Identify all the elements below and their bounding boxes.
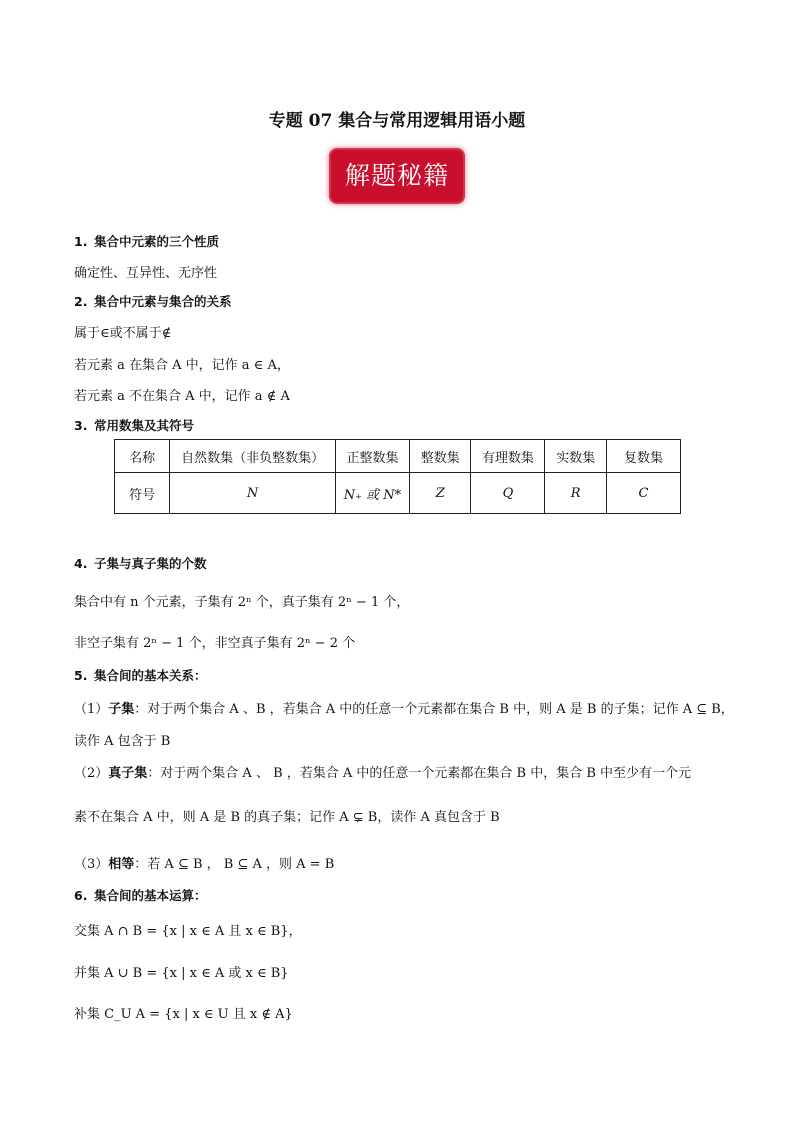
s5-para-1-cont: 读作 A 包含于 B bbox=[74, 734, 171, 749]
item-marker: （3） bbox=[74, 857, 109, 872]
table-cell: 自然数集（非负整数集） bbox=[170, 440, 336, 473]
s5-para-1 bbox=[74, 698, 734, 717]
s4-line-2: 非空子集有 2ⁿ − 1 个，非空真子集有 2ⁿ − 2 个 bbox=[74, 636, 356, 651]
s2-line-1: 属于∈或不属于∉ bbox=[74, 326, 172, 341]
section-number: 3. bbox=[74, 418, 88, 433]
s5-para-2-cont: 素不在集合 A 中，则 A 是 B 的真子集；记作 A ⊊ B，读作 A 真包含于 B bbox=[74, 810, 500, 825]
table-cell: Q bbox=[471, 473, 545, 514]
section-number: 6. bbox=[74, 888, 88, 903]
table-cell: C bbox=[606, 473, 680, 514]
page-title: 专题 07 集合与常用逻辑用语小题 bbox=[268, 111, 526, 131]
table-cell: 符号 bbox=[115, 473, 170, 514]
item-text: ：对于两个集合 A 、B ，若集合 A 中的任意一个元素都在集合 B 中，则 A 是 B 的子集；记作 A ⊆ B， bbox=[134, 702, 734, 717]
s1-text: 确定性、互异性、无序性 bbox=[74, 266, 218, 281]
s6-intersection: 交集 A ∩ B = {x | x ∈ A 且 x ∈ B}， bbox=[74, 924, 302, 939]
table-cell: N bbox=[170, 473, 336, 514]
item-marker: （1） bbox=[74, 702, 109, 717]
heading-text: 集合间的基本关系： bbox=[94, 668, 207, 683]
section-3-heading bbox=[74, 416, 194, 434]
section-1-heading bbox=[74, 232, 219, 250]
term-proper-subset: 真子集 bbox=[108, 766, 148, 781]
heading-text: 常用数集及其符号 bbox=[94, 418, 195, 433]
section-number: 5. bbox=[74, 668, 88, 683]
s2-line-3: 若元素 a 不在集合 A 中，记作 a ∉ A bbox=[74, 389, 290, 404]
table-cell: 复数集 bbox=[606, 440, 680, 473]
item-text: ：对于两个集合 A 、 B ，若集合 A 中的任意一个元素都在集合 B 中，集合 B 中至少有一个元 bbox=[147, 766, 692, 781]
table-cell: 有理数集 bbox=[471, 440, 545, 473]
section-number: 1. bbox=[74, 234, 88, 249]
s4-line-1: 集合中有 n 个元素，子集有 2ⁿ 个，真子集有 2ⁿ − 1 个， bbox=[74, 595, 410, 610]
section-number: 4. bbox=[74, 556, 88, 571]
item-text: ：若 A ⊆ B ， B ⊆ A ，则 A = B bbox=[134, 857, 335, 872]
table-cell: Z bbox=[409, 473, 470, 514]
section-4-heading bbox=[74, 554, 207, 572]
section-number: 2. bbox=[74, 294, 88, 309]
heading-text: 集合间的基本运算： bbox=[94, 888, 207, 903]
table-cell: 正整数集 bbox=[335, 440, 409, 473]
s5-para-3 bbox=[74, 853, 334, 872]
heading-text: 集合中元素与集合的关系 bbox=[94, 294, 232, 309]
s6-union: 并集 A ∪ B = {x | x ∈ A 或 x ∈ B} bbox=[74, 966, 289, 981]
s6-complement: 补集 C_U A = {x | x ∈ U 且 x ∉ A} bbox=[74, 1007, 293, 1022]
table-cell: 整数集 bbox=[409, 440, 470, 473]
number-sets-table bbox=[114, 439, 681, 514]
table-cell: 名称 bbox=[115, 440, 170, 473]
section-stamp: 解题秘籍 bbox=[331, 150, 463, 202]
s5-para-2 bbox=[74, 762, 691, 781]
term-subset: 子集 bbox=[108, 702, 135, 717]
table-cell: 实数集 bbox=[545, 440, 606, 473]
section-5-heading bbox=[74, 666, 207, 684]
heading-text: 子集与真子集的个数 bbox=[94, 556, 207, 571]
table-cell: R bbox=[545, 473, 606, 514]
s2-line-2: 若元素 a 在集合 A 中，记作 a ∈ A， bbox=[74, 358, 290, 373]
section-6-heading bbox=[74, 886, 207, 904]
term-equal: 相等 bbox=[108, 857, 135, 872]
table-row bbox=[115, 473, 681, 514]
item-marker: （2） bbox=[74, 766, 109, 781]
heading-text: 集合中元素的三个性质 bbox=[94, 234, 220, 249]
section-2-heading bbox=[74, 292, 232, 310]
table-header-row bbox=[115, 440, 681, 473]
table-cell: N₊ 或 N* bbox=[335, 473, 409, 514]
